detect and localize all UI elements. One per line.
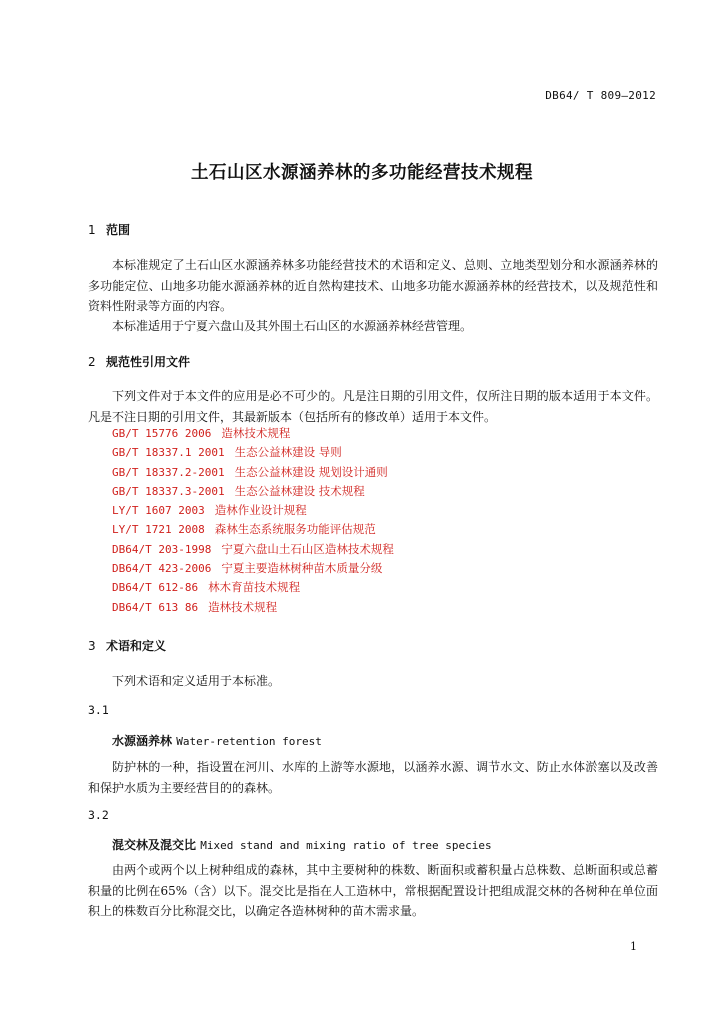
reference-code: GB/T 18337.1 2001: [112, 446, 225, 460]
reference-item: [112, 501, 394, 520]
section-number: 3: [88, 639, 96, 653]
standard-code: DB64/ T 809—2012: [545, 89, 656, 102]
term-name-cn: 混交林及混交比: [112, 838, 197, 852]
reference-item: [112, 540, 394, 559]
reference-code: GB/T 18337.3-2001: [112, 484, 225, 498]
section-3-heading: [88, 637, 166, 654]
reference-list: [112, 424, 394, 617]
reference-title: 林木育苗技术规程: [208, 580, 301, 595]
section-2-heading: [88, 353, 190, 370]
term-name-cn: 水源涵养林: [112, 734, 173, 748]
term-definition: 防护林的一种，指设置在河川、水库的上游等水源地，以涵养水源、调节水文、防止水体淤塞以及改善和保护水质为主要经营目的的森林。: [88, 760, 658, 795]
section-number: 2: [88, 355, 96, 369]
reference-item: [112, 424, 394, 443]
clause-number: 3.2: [88, 808, 109, 822]
reference-item: [112, 520, 394, 539]
reference-title: 生态公益林建设 规划设计通则: [234, 464, 388, 479]
reference-item: [112, 578, 394, 597]
section-title: 术语和定义: [106, 639, 167, 653]
reference-title: 造林技术规程: [221, 426, 291, 440]
page-number: 1: [630, 940, 637, 953]
term-heading: [112, 732, 322, 749]
references-intro: 下列文件对于本文件的应用是必不可少的。凡是注日期的引用文件，仅所注日期的版本适用于本文件。凡是不注日期的引用文件，其最新版本（包括所有的修改单）适用于本文件。: [88, 389, 658, 424]
reference-code: LY/T 1721 2008: [112, 523, 205, 537]
scope-applicability: 本标准适用于宁夏六盘山及其外围土石山区的水源涵养林经营管理。: [112, 319, 473, 333]
reference-title: 生态公益林建设 导则: [234, 445, 342, 460]
reference-item: [112, 443, 394, 462]
reference-item: [112, 598, 394, 617]
term-name-en: Mixed stand and mixing ratio of tree species: [200, 839, 492, 852]
reference-code: GB/T 18337.2-2001: [112, 465, 225, 479]
reference-title: 生态公益林建设 技术规程: [234, 483, 365, 498]
section-title: 规范性引用文件: [106, 355, 191, 369]
reference-code: LY/T 1607 2003: [112, 504, 205, 518]
scope-paragraph: 本标准规定了土石山区水源涵养林多功能经营技术的术语和定义、总则、立地类型划分和水源涵养林的多功能定位、山地多功能水源涵养林的近自然构建技术、山地多功能水源涵养林的经营技术，以及规范性和资料性附录等方面的内容。: [88, 258, 658, 313]
reference-title: 宁夏六盘山土石山区造林技术规程: [221, 541, 394, 556]
reference-code: GB/T 15776 2006: [112, 427, 212, 440]
reference-title: 宁夏主要造林树种苗木质量分级: [221, 561, 383, 576]
reference-code: DB64/T 423-2006: [112, 562, 212, 576]
section-1-heading: [88, 221, 130, 238]
section-number: 1: [88, 223, 96, 237]
section-title: 范围: [106, 223, 131, 237]
reference-code: DB64/T 612-86: [112, 581, 199, 595]
terms-intro: 下列术语和定义适用于本标准。: [112, 674, 281, 688]
reference-item: [112, 463, 394, 482]
term-name-en: Water-retention forest: [176, 735, 322, 748]
reference-code: DB64/T 613 86: [112, 600, 199, 614]
reference-item: [112, 559, 394, 578]
clause-number: 3.1: [88, 703, 109, 717]
reference-title: 森林生态系统服务功能评估规范: [214, 522, 376, 537]
term-definition: 由两个或两个以上树种组成的森林，其中主要树种的株数、断面积或蓄积量占总株数、总断面积或总蓄积量的比例在65%（含）以下。混交比是指在人工造林中，常根据配置设计把组成混交林的各树种在单位面积上的株数百分比称混交比，以确定各造林树种的苗木需求量。: [88, 863, 658, 918]
reference-item: [112, 482, 394, 501]
document-title: 土石山区水源涵养林的多功能经营技术规程: [191, 163, 533, 183]
term-heading: [112, 836, 492, 853]
reference-code: DB64/T 203-1998: [112, 542, 212, 556]
reference-title: 造林作业设计规程: [214, 503, 307, 518]
reference-title: 造林技术规程: [208, 599, 278, 614]
